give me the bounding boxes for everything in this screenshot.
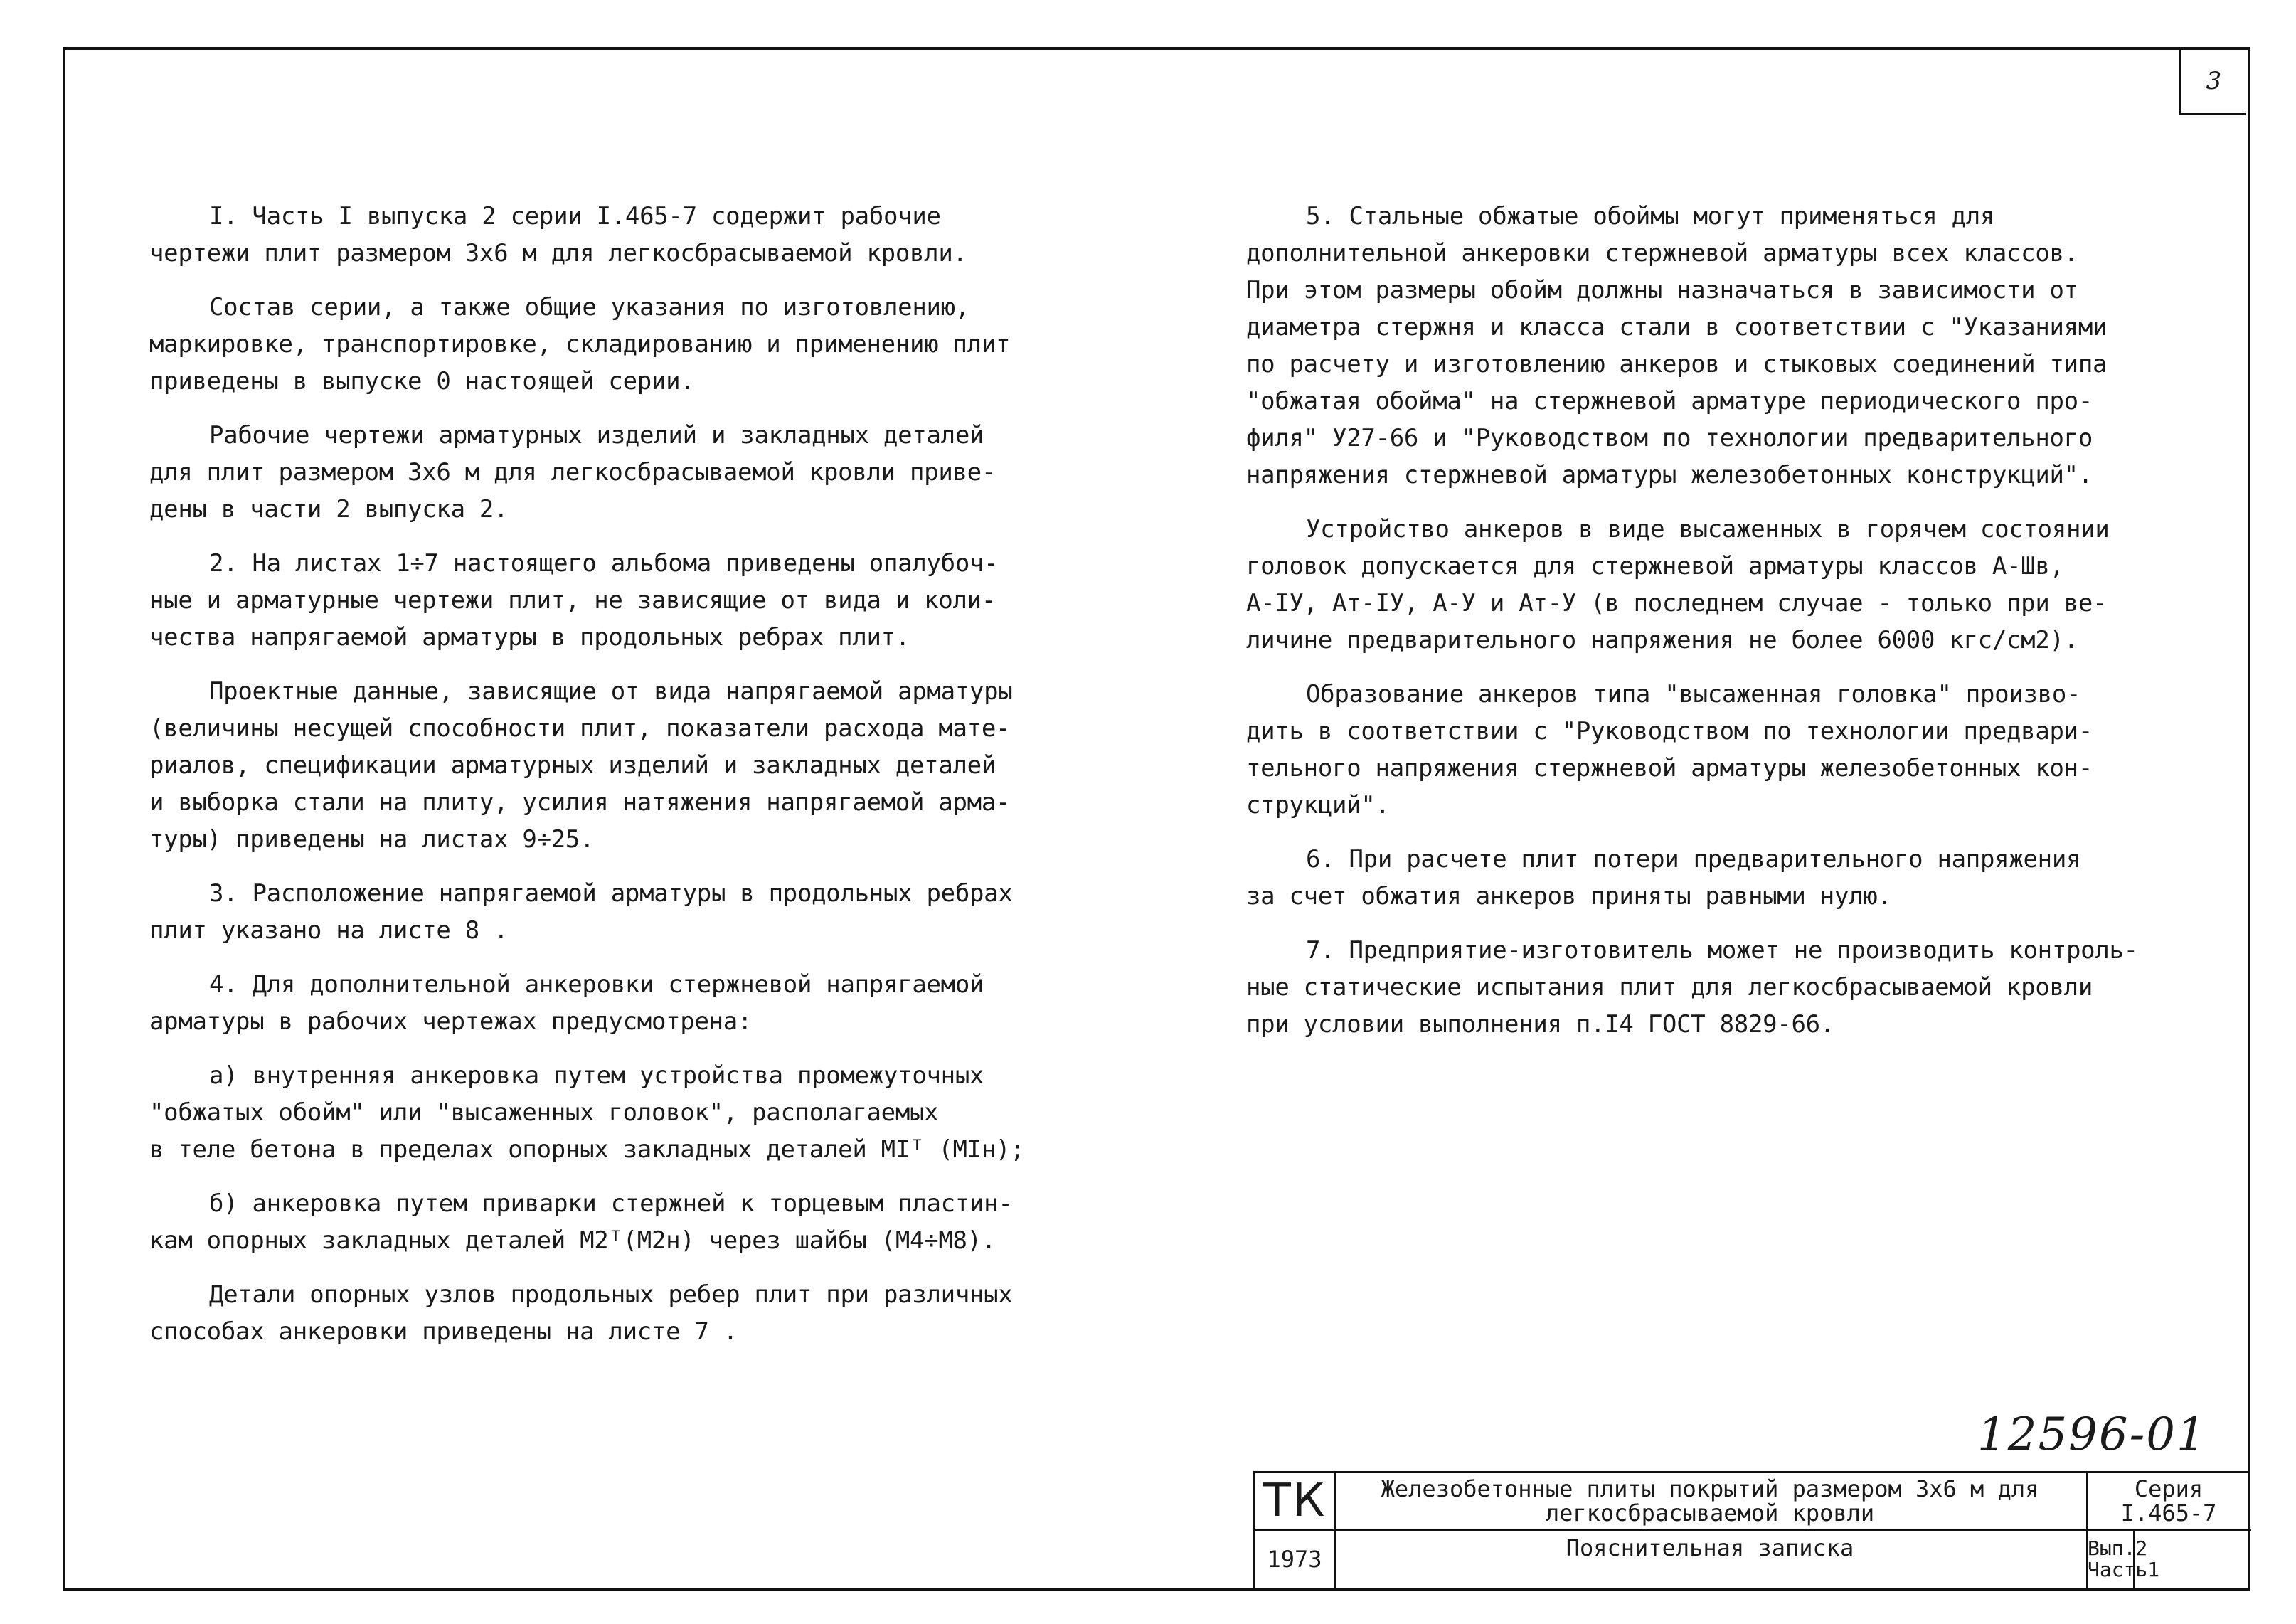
series-label: Серия (2134, 1475, 2204, 1502)
text-line: Образование анкеров типа "высаженная головка" произво- (1306, 680, 2081, 708)
handwritten-number: 12596-01 (1977, 1408, 2207, 1461)
text-line: тельного напряжения стержневой арматуры железобетонных кон- (1246, 754, 2093, 782)
paragraph (1246, 932, 2171, 1043)
part-label: Часть1 (2088, 1558, 2160, 1581)
paragraph (149, 545, 1038, 656)
text-line: Детали опорных узлов продольных ребер плит при различных (209, 1280, 1013, 1309)
text-line: 4. Для дополнительной анкеровки стержневой напрягаемой (209, 970, 984, 999)
text-line: личине предварительного напряжения не более 6000 кгс/см2). (1246, 626, 2078, 654)
paragraph (149, 198, 1038, 272)
paragraph (149, 417, 1038, 528)
text-line: Состав серии, а также общие указания по изготовлению, (209, 293, 969, 322)
text-line: арматуры в рабочих чертежах предусмотрена: (149, 1007, 753, 1036)
text-line: Устройство анкеров в виде высаженных в горячем состоянии (1306, 515, 2110, 543)
paragraph (149, 966, 1038, 1040)
text-line: 2. На листах 1÷7 настоящего альбома приведены опалубоч- (209, 549, 999, 578)
text-line: риалов, спецификации арматурных изделий и закладных деталей (149, 751, 996, 780)
paragraph (149, 673, 1038, 858)
paragraph (149, 289, 1038, 400)
text-line: 5. Стальные обжатые обоймы могут применяться для (1306, 202, 1995, 230)
paragraph (149, 1276, 1038, 1350)
left-column (149, 198, 1038, 1367)
text-line: чертежи плит размером 3х6 м для легкосбрасываемой кровли. (149, 239, 967, 267)
title-line-2: легкосбрасываемой кровли (1545, 1500, 1875, 1527)
text-line: плит указано на листе 8 . (149, 916, 509, 945)
text-line: диаметра стержня и класса стали в соответствии с "Указаниями (1246, 313, 2108, 341)
text-line: 3. Расположение напрягаемой арматуры в продольных ребрах (209, 879, 1013, 908)
text-line: "обжатая обойма" на стержневой арматуре периодического про- (1246, 387, 2093, 415)
text-line: ные статические испытания плит для легкосбрасываемой кровли (1246, 973, 2093, 1002)
paragraph (149, 875, 1038, 949)
right-column (1246, 198, 2171, 1060)
text-line: а) внутренняя анкеровка путем устройства промежуточных (209, 1061, 984, 1090)
paragraph (149, 1057, 1038, 1168)
paragraph (1246, 841, 2171, 915)
paragraph (149, 1185, 1038, 1259)
paragraph (1246, 676, 2171, 824)
text-line: в теле бетона в пределах опорных закладных деталей MIᵀ (MIн); (149, 1135, 1025, 1164)
text-line: (величины несущей способности плит, показатели расхода мате- (149, 714, 1011, 743)
text-line: для плит размером 3х6 м для легкосбрасываемой кровли приве- (149, 458, 996, 487)
text-line: при условии выполнения п.I4 ГОСТ 8829-66. (1246, 1010, 1834, 1039)
document-title (1334, 1473, 2086, 1529)
text-line: А-IУ, Ат-IУ, А-У и Ат-У (в последнем случае - только при ве- (1246, 589, 2108, 617)
text-line: При этом размеры обойм должны назначаться в зависимости от (1246, 276, 2078, 304)
series-value: I.465-7 (2120, 1500, 2217, 1527)
text-line: за счет обжатия анкеров приняты равными нулю. (1246, 882, 1892, 911)
text-line: 6. При расчете плит потери предварительного напряжения (1306, 845, 2081, 874)
sheet-title: Пояснительная записка (1566, 1534, 1854, 1561)
text-line: туры) приведены на листах 9÷25. (149, 825, 595, 854)
text-line: ные и арматурные чертежи плит, не зависящие от вида и коли- (149, 586, 996, 615)
text-line: головок допускается для стержневой арматуры классов А-Шв, (1246, 552, 2064, 580)
text-line: и выборка стали на плиту, усилия натяжения напрягаемой арма- (149, 788, 1011, 817)
stamp-year: 1973 (1267, 1546, 1322, 1573)
text-line: по расчету и изготовлению анкеров и стыковых соединений типа (1246, 350, 2108, 378)
text-line: приведены в выпуске 0 настоящей серии. (149, 367, 695, 396)
text-line: способах анкеровки приведены на листе 7 . (149, 1317, 738, 1346)
org-code: ТК (1263, 1475, 1327, 1527)
text-line: дены в части 2 выпуска 2. (149, 495, 509, 524)
text-line: б) анкеровка путем приварки стержней к торцевым пластин- (209, 1189, 1013, 1218)
text-line: напряжения стержневой арматуры железобетонных конструкций". (1246, 461, 2093, 489)
text-line: чества напрягаемой арматуры в продольных ребрах плит. (149, 623, 910, 652)
title-block (1253, 1471, 2249, 1588)
text-line: кам опорных закладных деталей M2ᵀ(M2н) через шайбы (M4÷M8). (149, 1226, 996, 1255)
paragraph (1246, 511, 2171, 659)
series-cell (2086, 1473, 2251, 1529)
text-line: Проектные данные, зависящие от вида напрягаемой арматуры (209, 677, 1013, 706)
text-line: филя" У27-66 и "Руководством по технологии предварительного (1246, 424, 2093, 452)
issue-label: Вып.2 (2088, 1537, 2148, 1560)
text-line: дополнительной анкеровки стержневой арматуры всех классов. (1246, 239, 2078, 267)
text-line: "обжатых обойм" или "высаженных головок", располагаемых (149, 1098, 939, 1127)
page-number: 3 (2179, 48, 2246, 115)
paragraph (1246, 198, 2171, 494)
text-line: маркировке, транспортировке, складированию и применению плит (149, 330, 1011, 359)
issue-part-cell (2086, 1529, 2160, 1590)
text-line: дить в соответствии с "Руководством по технологии предвари- (1246, 717, 2093, 745)
text-line: I. Часть I выпуска 2 серии I.465-7 содержит рабочие (209, 202, 941, 230)
text-line: струкций". (1246, 791, 1390, 819)
text-line: Рабочие чертежи арматурных изделий и закладных деталей (209, 421, 984, 450)
title-line-1: Железобетонные плиты покрытий размером 3х6 м для (1381, 1475, 2039, 1502)
text-line: 7. Предприятие-изготовитель может не производить контроль- (1306, 936, 2138, 965)
